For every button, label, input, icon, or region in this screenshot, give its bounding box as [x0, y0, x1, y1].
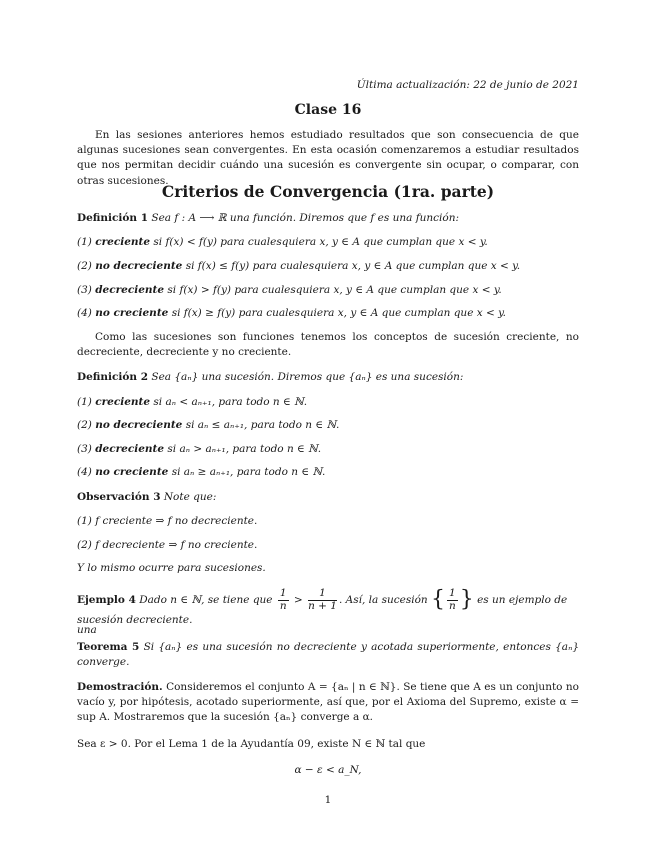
definition-2-label: Definición 2 [77, 371, 149, 383]
example-4-line2: sucesión decreciente. [77, 614, 193, 626]
document-page [77, 0, 579, 848]
def2-item-1: (1) creciente si aₙ < aₙ₊₁, para todo n ∈ ℕ. [77, 396, 308, 408]
def1-item-4: (4) no creciente si f(x) ≥ f(y) para cualesquiera x, y ∈ A que cumplan que x < y. [77, 307, 507, 319]
def1-item-1: (1) creciente si f(x) < f(y) para cualesquiera x, y ∈ A que cumplan que x < y. [77, 236, 488, 248]
obs3-closing: Y lo mismo ocurre para sucesiones. [77, 562, 266, 574]
proof [77, 680, 579, 726]
definition-2-text: Sea {aₙ} una sucesión. Diremos que {aₙ} es una sucesión: [151, 371, 464, 383]
sequence-fraction: $\frac{1}{n}$ [449, 586, 456, 612]
proof-text: Consideremos el conjunto A = {aₙ | n ∈ ℕ}. Se tiene que A es un conjunto no vacío y, por hipótesis, acotado superiormente, así que, por el Axioma del Supremo, existe α = sup A. Mostraremos que la sucesión {aₙ} converge a α. [77, 681, 579, 724]
theorem-5-text: Si {aₙ} es una sucesión no decreciente y acotada superiormente, entonces {aₙ} converge. [77, 641, 579, 669]
page-number: 1 [324, 794, 332, 806]
def1-item-2: (2) no decreciente si f(x) ≤ f(y) para cualesquiera x, y ∈ A que cumplan que x < y. [77, 260, 521, 272]
proof-paragraph: Sea ε > 0. Por el Lema 1 de la Ayudantía 09, existe N ∈ ℕ tal que [77, 738, 426, 750]
definition-1 [77, 211, 579, 226]
section-title: Criterios de Convergencia (1ra. parte) [161, 182, 495, 201]
observation-3-text: Note que: [163, 491, 217, 503]
example-4-label: Ejemplo 4 [77, 594, 136, 606]
last-update: Última actualización: 22 de junio de 2021 [356, 79, 579, 91]
def2-item-3: (3) decreciente si aₙ > aₙ₊₁, para todo n ∈ ℕ. [77, 443, 322, 455]
observation-3 [77, 490, 579, 505]
def2-item-4: (4) no creciente si aₙ ≥ aₙ₊₁, para todo n ∈ ℕ. [77, 466, 326, 478]
def2-item-2: (2) no decreciente si aₙ ≤ aₙ₊₁, para todo n ∈ ℕ. [77, 419, 340, 431]
obs3-item-2: (2) f decreciente ⇒ f no creciente. [77, 539, 258, 551]
definition-1-text: Sea f : A ⟶ ℝ una función. Diremos que f es una función: [151, 212, 459, 224]
class-title: Clase 16 [294, 102, 362, 118]
observation-3-label: Observación 3 [77, 491, 161, 503]
fraction-1-over-n: $\frac{1}{n}$ [279, 586, 287, 612]
theorem-5 [77, 640, 579, 670]
proof-equation: α − ε < a_N, [294, 764, 362, 776]
intro-paragraph: En las sesiones anteriores hemos estudiado resultados que son consecuencia de que algunas sucesiones sean convergentes. En esta ocasión comenzaremos a estudiar resultados que nos permitan decidir cuándo una sucesión es convergente sin ocupar, o comparar, con otras sucesiones. [77, 129, 579, 187]
definition-2 [77, 370, 579, 385]
proof-label: Demostración. [77, 681, 163, 693]
obs3-item-1: (1) f creciente ⇒ f no decreciente. [77, 515, 258, 527]
fraction-1-over-n-plus-1: $\frac{1}{n + 1}$ [308, 586, 337, 612]
def1-item-3: (3) decreciente si f(x) > f(y) para cualesquiera x, y ∈ A que cumplan que x < y. [77, 284, 502, 296]
definition-1-label: Definición 1 [77, 212, 149, 224]
example-4: Ejemplo 4 Dado n ∈ ℕ, se tiene que $\frac{1}{n}$ > $\frac{1}{n + 1}$ . Así, la sucesión { $\frac{1}{n}$ } es un ejemplo de una [77, 586, 568, 636]
theorem-5-label: Teorema 5 [77, 641, 140, 653]
paragraph-sequences: Como las sucesiones son funciones tenemos los conceptos de sucesión creciente, no decreciente, decreciente y no creciente. [77, 331, 579, 359]
